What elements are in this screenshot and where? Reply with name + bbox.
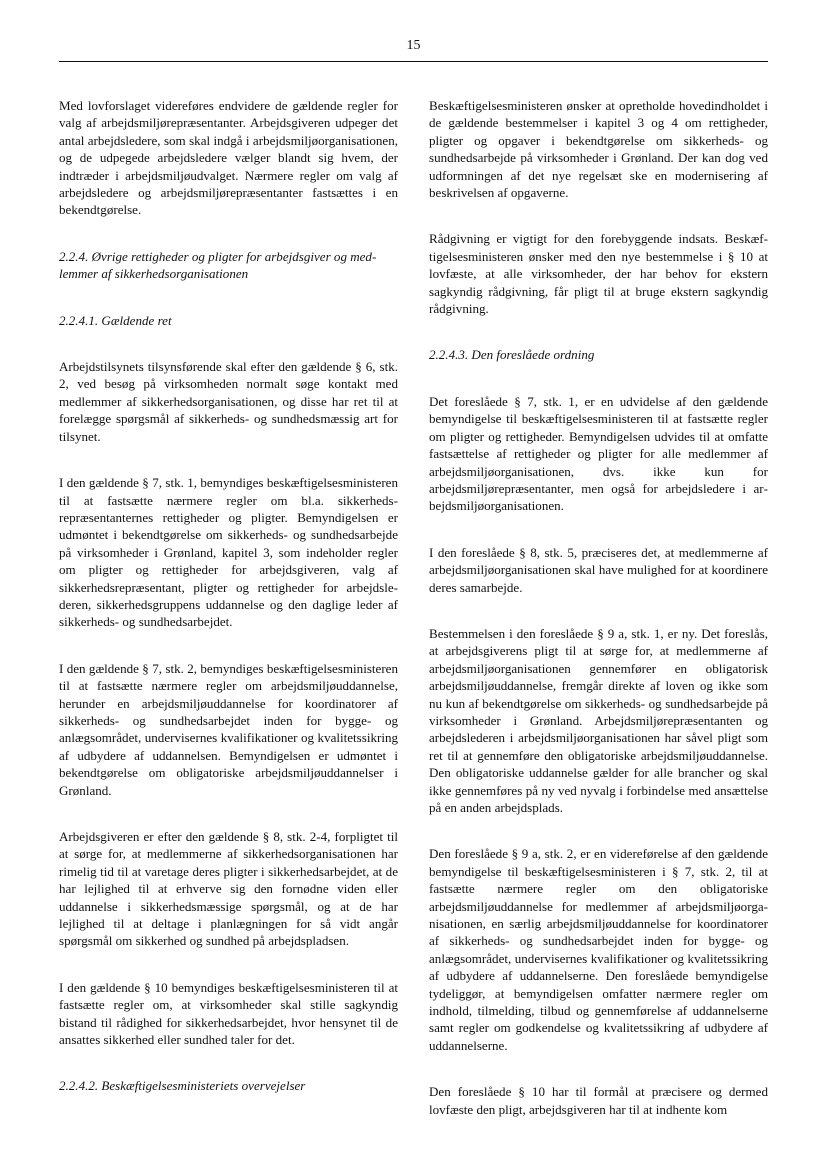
paragraph: I den gældende § 10 bemyndiges beskæftigelsesministeren til at fastsætte regler om, at virksomheder skal stille sagkyndig bistand til rådighed for sikkerhedsarbejdet, hvor hensynet til de ansattes sikkerhed eller sundhed taler for det.: [59, 979, 398, 1048]
paragraph: Det foreslåede § 7, stk. 1, er en udvidelse af den gældende bemyndigelse til beskæftigelsesministeren til at fastsætte regler om pligter og rettigheder. Bemyndigelsen udvides til at omfatte fastsættelse af rettigheder og pligter for alle medlemmer af arbejdsmiljøorganisationen, dvs. ikke kun for arbejdsmiljørepræsentanter, men også for arbejdsledere i arbejdsmiljøorganisationen.: [429, 393, 768, 514]
paragraph: Arbejdsgiveren er efter den gældende § 8, stk. 2-4, forpligtet til at sørge for, at medlemmerne af sikkerhedsorganisationen har rimelig tid til at varetage deres pligter i sikkerhedsarbejdet, at de har lejlighed til at erhverve sig den fornødne viden eller uddannelse i sikkerhedsmæssige spørgsmål, og at de har lejlighed til at deltage i planlægningen for så vidt angår spørgsmål om sikkerhed og sundhed på arbejdspladsen.: [59, 829, 398, 949]
section-heading: 2.2.4.2. Beskæftigelsesministeriets overvejelser: [59, 1078, 306, 1094]
header-rule: [59, 61, 768, 62]
section-heading: 2.2.4.1. Gældende ret: [59, 312, 172, 328]
paragraph: Beskæftigelsesministeren ønsker at opretholde hovedindholdet i de gældende bestemmelser i kapitel 3 og 4 om rettigheder, pligter og opgaver i bekendtgørelse om sikkerheds- og sundhedsarbejde på virksomheder i Grønland. Der kan dog ved udformningen af det nye regelsæt ske en modernisering af beskrivelsen af opgaverne.: [429, 98, 768, 201]
paragraph: Arbejdstilsynets tilsynsførende skal efter den gældende § 6, stk. 2, ved besøg på virksomheden normalt søge kontakt med medlemmer af sikkerhedsorganisationen, og disse har ret til at forelægge spørgsmål af sikkerheds- og sundhedsmæssig art for tilsynet.: [59, 359, 398, 444]
paragraph: I den gældende § 7, stk. 2, bemyndiges beskæftigelsesministeren til at fastsætte nærmere regler om arbejdsmiljøuddannelse, herunder en arbejdsmiljøuddannelse for koordinatorer af sikkerheds- og sundhedsarbejdet inden for bygge- og anlægsområdet, undervisernes kvalifikationer og kvalitetssikring af udbydere af uddannelsen. Bemyndigelsen er udmøntet i bekendtgørelse om obligatoriske arbejdsmiljøuddannelser i Grønland.: [59, 660, 398, 798]
paragraph: I den gældende § 7, stk. 1, bemyndiges beskæftigelsesministeren til at fastsætte nærmere regler om bl.a. sikkerhedsrepræsentanternes rettigheder og pligter. Bemyndigelsen er udmøntet i bekendtgørelse om sikkerheds- og sundhedsarbejde på virksomheder i Grønland, kapitel 3, som indeholder regler om pligter og rettigheder for arbejdsgiveren, valg af sikkerhedsrepræsentant, pligter og rettigheder for arbejdslederen, sikkerhedsgruppens uddannelse og den daglige leder af sikkerheds- og sundhedsarbejdet.: [59, 475, 398, 630]
paragraph: Den foreslåede § 9 a, stk. 2, er en videreførelse af den gældende bemyndigelse til beskæftigelsesministeren i § 7, stk. 2, til at fastsætte nærmere regler om den obligatoriske arbejdsmiljøuddannelse for medlemmer af arbejdsmiljøorganisationen, en særlig arbejdsmiljøuddannelse for koordinatorer af sikkerheds- og sundhedsarbejdet inden for bygge- og anlægsområdet, undervisernes kvalifikationer og kvalitetssikring af udbydere af uddannelserne. Den foreslåede bemyndigelse tydeliggør, at bemyndigelsen omfatter nærmere regler om indhold, tilmelding, tilbud og gennemførelse af uddannelserne samt regler om godkendelse og kvalitetssikring af udbydere af uddannelserne.: [429, 846, 768, 1053]
left-column: [59, 97, 398, 1124]
paragraph: I den foreslåede § 8, stk. 5, præciseres det, at medlemmerne af arbejdsmiljøorganisationen skal have mulighed for at koordinere deres samarbejde.: [429, 544, 768, 595]
section-heading: 2.2.4.3. Den foreslåede ordning: [429, 347, 595, 363]
section-heading: 2.2.4. Øvrige rettigheder og pligter for arbejdsgiver og medlemmer af sikkerhedsorganisationen: [59, 248, 377, 282]
paragraph: Rådgivning er vigtigt for den forebyggende indsats. Beskæftigelsesministeren ønsker med den nye bestemmelse i § 10 at lovfæste, at alle virksomheder, der har behov for ekstern sagkyndig rådgivning, får pligt til at bruge ekstern sagkyndig rådgivning.: [429, 231, 768, 317]
paragraph: Den foreslåede § 10 har til formål at præcisere og dermed lovfæste den pligt, arbejdsgiveren har til at indhente kom: [429, 1084, 768, 1117]
paragraph: Med lovforslaget videreføres endvidere de gældende regler for valg af arbejdsmiljørepræsentanter. Arbejdsgiveren udpeger det antal arbejdsledere, som skal indgå i arbejdsmiljøorganisationen, og de udpegede arbejdsledere vælger blandt sig hvem, der indtræder i arbejdsmiljøudvalget. Nærmere regler om valg af arbejdsledere og arbejdsmiljørepræsentanter fastsættes i en bekendtgørelse.: [59, 98, 398, 218]
page-number: 15: [406, 38, 421, 53]
paragraph: Bestemmelsen i den foreslåede § 9 a, stk. 1, er ny. Det foreslås, at arbejdsgiverens pligt til at sørge for, at medlemmerne af arbejdsmiljøorganisationen gennemfører en obligatorisk arbejdsmiljøuddannelse, fremgår direkte af loven og ikke som nu kun af bekendtgørelse om sikkerheds- og sundhedsarbejde på virksomheder i Grønland. Arbejdsmiljørepræsentanten og arbejdslederen i arbejdsmiljøorganisationen har såvel pligt som ret til at gennemføre den obligatoriske arbejdsmiljøuddannelse. Den obligatoriske uddannelse gælder for alle brancher og skal ikke gennemføres på ny ved nyvalg i forbindelse med ansættelse på en anden arbejdsplads.: [429, 625, 768, 815]
right-column: [429, 97, 768, 1147]
